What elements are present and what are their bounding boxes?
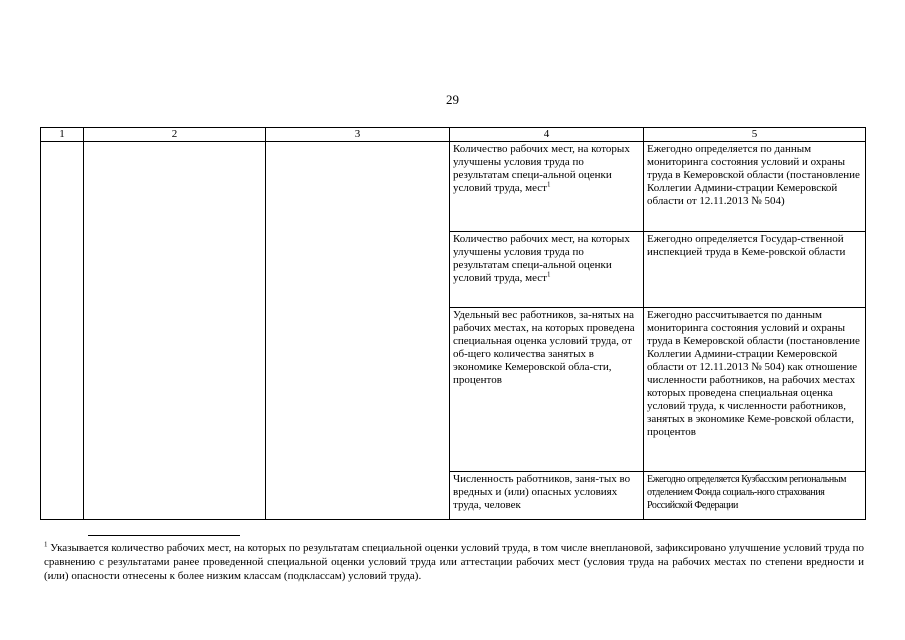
cell-col2-empty xyxy=(84,142,266,520)
source-cell: Ежегодно определяется Кузбасским региональным отделением Фонда социаль-ного страхования Российской Федерации xyxy=(644,472,866,520)
footnote-mark: 1 xyxy=(44,540,48,549)
indicator-text: Количество рабочих мест, на которых улучшены условия труда по результатам специ-альной оценки условий труда, мест xyxy=(453,143,630,194)
column-header-3: 3 xyxy=(266,128,450,142)
indicator-text: Количество рабочих мест, на которых улучшены условия труда по результатам специ-альной оценки условий труда, мест xyxy=(453,233,630,284)
cell-col3-empty xyxy=(266,142,450,520)
indicator-cell: Численность работников, заня-тых во вредных и (или) опасных условиях труда, человек xyxy=(450,472,644,520)
footnote-marker: 1 xyxy=(546,180,551,189)
page-number: 29 xyxy=(446,92,459,107)
indicator-cell xyxy=(450,142,644,232)
source-cell: Ежегодно рассчитывается по данным мониторинга состояния условий и охраны труда в Кемеровской области (постановление Коллегии Админи-страции Кемеровской области от 12.11.2013 № 504) как отношение численности работников, на рабочих местах которых проведена специальная оценка условий труда, к численности работников, занятых в экономике Кеме-ровской области, процентов xyxy=(644,308,866,472)
source-cell: Ежегодно определяется Государ-ственной инспекцией труда в Кеме-ровской области xyxy=(644,232,866,308)
indicators-table xyxy=(40,127,866,520)
column-header-4: 4 xyxy=(450,128,644,142)
footnote xyxy=(44,541,864,583)
column-header-1: 1 xyxy=(41,128,84,142)
column-header-2: 2 xyxy=(84,128,266,142)
table-header-row xyxy=(41,128,866,142)
indicator-cell xyxy=(450,232,644,308)
table-row xyxy=(41,142,866,232)
source-cell: Ежегодно определяется по данным мониторинга состояния условий и охраны труда в Кемеровской области (постановление Коллегии Админи-страции Кемеровской области от 12.11.2013 № 504) xyxy=(644,142,866,232)
column-header-5: 5 xyxy=(644,128,866,142)
footnote-separator xyxy=(88,535,240,536)
footnote-marker: 1 xyxy=(546,270,551,279)
footnote-text: Указывается количество рабочих мест, на которых по результатам специальной оценки условий труда, в том числе внеплановой, зафиксировано улучшение условий труда по сравнению с результатами ранее проведенной специальной оценки условий труда или аттестации рабочих мест (условия труда на рабочих местах по степени вредности и (или) опасности отнесены к более низким классам (подклассам) условий труда). xyxy=(44,542,865,582)
cell-col1-empty xyxy=(41,142,84,520)
indicator-cell: Удельный вес работников, за-нятых на рабочих местах, на которых проведена специальная оценка условий труда, от об-щего количества занятых в экономике Кемеровской обла-сти, процентов xyxy=(450,308,644,472)
